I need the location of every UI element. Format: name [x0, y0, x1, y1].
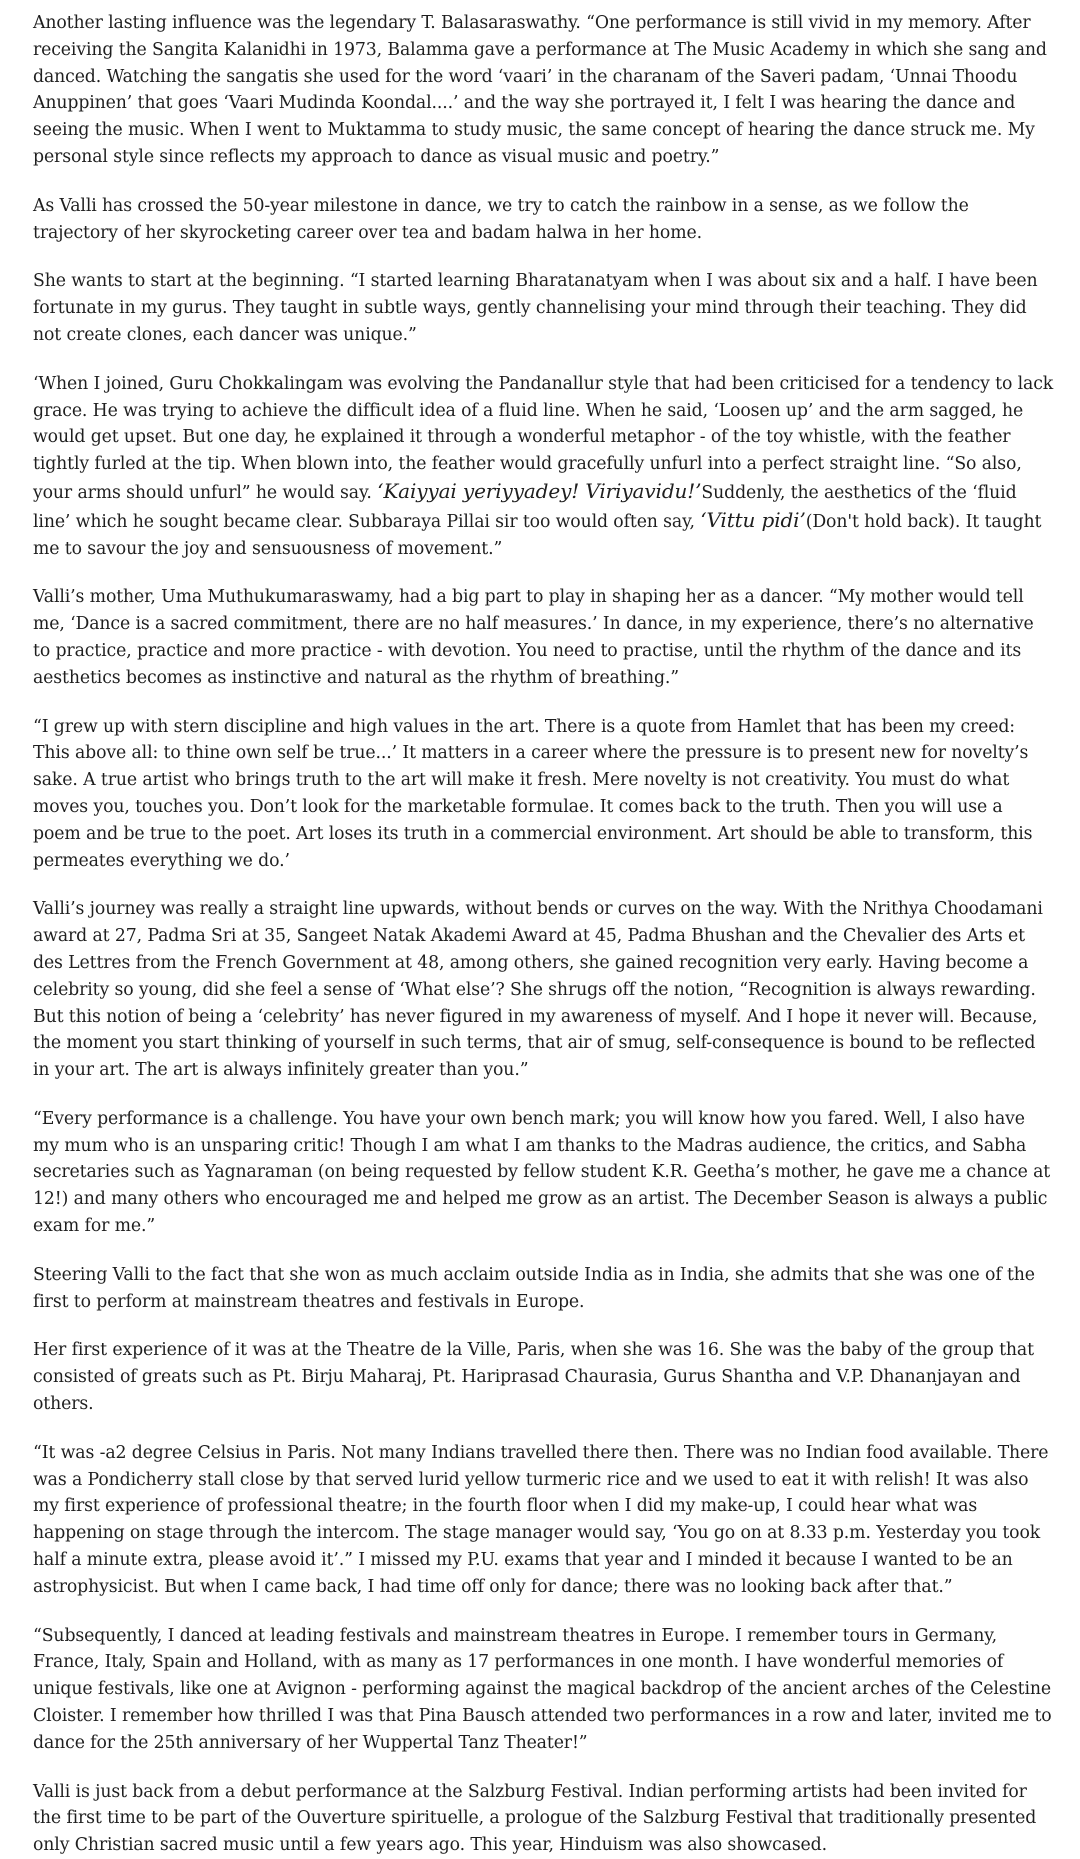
paragraph-performance-challenge: “Every performance is a challenge. You have your own bench mark; you will know how you fared. Well, I also have my mum who is an unsparing critic! Though I am what I am thanks to the Madras audience, the critics, and Sabha secretaries such as Yagnaraman (on being requested by fellow student K.R. Geetha’s mother, he gave me a chance at 12!) and many others who encouraged me and helped me grow as an artist. The December Season is always a public exam for me.” [33, 1108, 1051, 1237]
paragraph-mother: Valli’s mother, Uma Muthukumaraswamy, had a big part to play in shaping her as a dancer. “My mother would tell me, ‘Dance is a sacred commitment, there are no half measures.’ In dance, in my experience, there’s no alternative to practice, practice and more practice - with devotion. You need to practise, until the rhythm of the dance and its aesthetics becomes as instinctive and natural as the rhythm of breathing.” [33, 587, 1034, 688]
tamil-quote: ‘Vittu pidi’ [700, 507, 806, 532]
paragraph-beginning: She wants to start at the beginning. “I started learning Bharatanatyam when I was about six and a half. I have been fortunate in my gurus. They taught in subtle ways, gently channelising your mind through their teaching. They did not create clones, each dancer was unique.” [33, 271, 1038, 345]
tamil-quote: ‘Kaiyyai yeriyyadey! Viriyavidu!’ [377, 478, 702, 503]
paragraph-salzburg: Valli is just back from a debut performance at the Salzburg Festival. Indian performing artists had been invited for the first time to be part of the Ouverture spirituelle, a prologue of the Salzburg Festival that traditionally presented only Christian sacred music until a few years ago. This year, Hinduism was also showcased. [33, 1781, 1037, 1856]
paragraph-discipline: “I grew up with stern discipline and high values in the art. There is a quote from Hamlet that has been my creed: This above all: to thine own self be true...’ It matters in a career where the pressure is to present new for novelty’s sake. A true artist who brings truth to the art will make it fresh. Mere novelty is not creativity. You must do what moves you, touches you. Don’t look for the marketable formulae. It comes back to the truth. Then you will use a poem and be true to the poet. Art loses its truth in a commercial environment. Art should be able to transform, this permeates everything we do.’ [33, 716, 1033, 871]
paragraph-text: Suddenly, the aesthetics of the ‘fluid line’ which he sought became clear. Subbaraya Pillai sir too would often say, [33, 482, 1017, 532]
paragraph-balasaraswathy: Another lasting influence was the legendary T. Balasaraswathy. “One performance is still vivid in my memory. After receiving the Sangita Kalanidhi in 1973, Balamma gave a performance at The Music Academy in which she sang and danced. Watching the sangatis she used for the word ‘vaari’ in the charanam of the Saveri padam, ‘Unnai Thoodu Anuppinen’ that goes ‘Vaari Mudinda Koondal....’ and the way she portrayed it, I felt I was hearing the dance and seeing the music. When I went to Muktamma to study music, the same concept of hearing the dance struck me. My personal style since reflects my approach to dance as visual music and poetry.” [33, 13, 1047, 167]
paragraph-text: (Don't hold back). It taught me to savour the joy and sensuousness of movement.” [33, 511, 1042, 559]
paragraph-theatre-de-la-ville: Her first experience of it was at the Theatre de la Ville, Paris, when she was 16. She was the baby of the group that consisted of greats such as Pt. Birju Maharaj, Pt. Hariprasad Chaurasia, Gurus Shantha and V.P. Dhananjayan and others. [33, 1340, 1034, 1415]
paragraph-text: ‘When I joined, Guru Chokkalingam was evolving the Pandanallur style that had been criticised for a tendency to lack grace. He was trying to achieve the difficult idea of a fluid line. When he said, ‘Loosen up’ and the arm sagged, he would get upset. But one day, he explained it through a wonderful metaphor - of the toy whistle, with the feather tightly furled at the tip. When blown into, the feather would gracefully unfurl into a perfect straight line. “So also, your arms should unfurl” he would say. [33, 373, 1054, 503]
paragraph-milestone: As Valli has crossed the 50-year milestone in dance, we try to catch the rainbow in a sense, as we follow the trajectory of her skyrocketing career over tea and badam halwa in her home. [33, 195, 969, 243]
paragraph-europe-festivals: “Subsequently, I danced at leading festivals and mainstream theatres in Europe. I remember tours in Germany, France, Italy, Spain and Holland, with as many as 17 performances in one month. I have wonderful memories of unique festivals, like one at Avignon - performing against the magical backdrop of the ancient arches of the Celestine Cloister. I remember how thrilled I was that Pina Bausch attended two performances in a row and later, invited me to dance for the 25th anniversary of her Wuppertal Tanz Theater!” [33, 1625, 1052, 1753]
paragraph-paris: “It was -a2 degree Celsius in Paris. Not many Indians travelled there then. There was no Indian food available. There was a Pondicherry stall close by that served lurid yellow turmeric rice and we used to eat it with relish! It was also my first experience of professional theatre; in the fourth floor when I did my make-up, I could hear what was happening on stage through the intercom. The stage manager would say, ‘You go on at 8.33 p.m. Yesterday you took half a minute extra, please avoid it’.” I missed my P.U. exams that year and I minded it because I wanted to be an astrophysicist. But when I came back, I had time off only for dance; there was no looking back after that.” [33, 1442, 1049, 1597]
paragraph-journey: Valli’s journey was really a straight line upwards, without bends or curves on the way. With the Nrithya Choodamani award at 27, Padma Sri at 35, Sangeet Natak Akademi Award at 45, Padma Bhushan and the Chevalier des Arts et des Lettres from the French Government at 48, among others, she gained recognition very early. Having become a celebrity so young, did she feel a sense of ‘What else’? She shrugs off the notion, “Recognition is always rewarding. But this notion of being a ‘celebrity’ has never figured in my awareness of myself. And I hope it never will. Because, the moment you start thinking of yourself in such terms, that air of smug, self-consequence is bound to be reflected in your art. The art is always infinitely greater than you.” [33, 899, 1043, 1081]
paragraph-guru-chokkalingam [33, 371, 1054, 563]
paragraph-acclaim-abroad: Steering Valli to the fact that she won as much acclaim outside India as in India, she admits that she was one of the first to perform at mainstream theatres and festivals in Europe. [33, 1264, 1035, 1312]
